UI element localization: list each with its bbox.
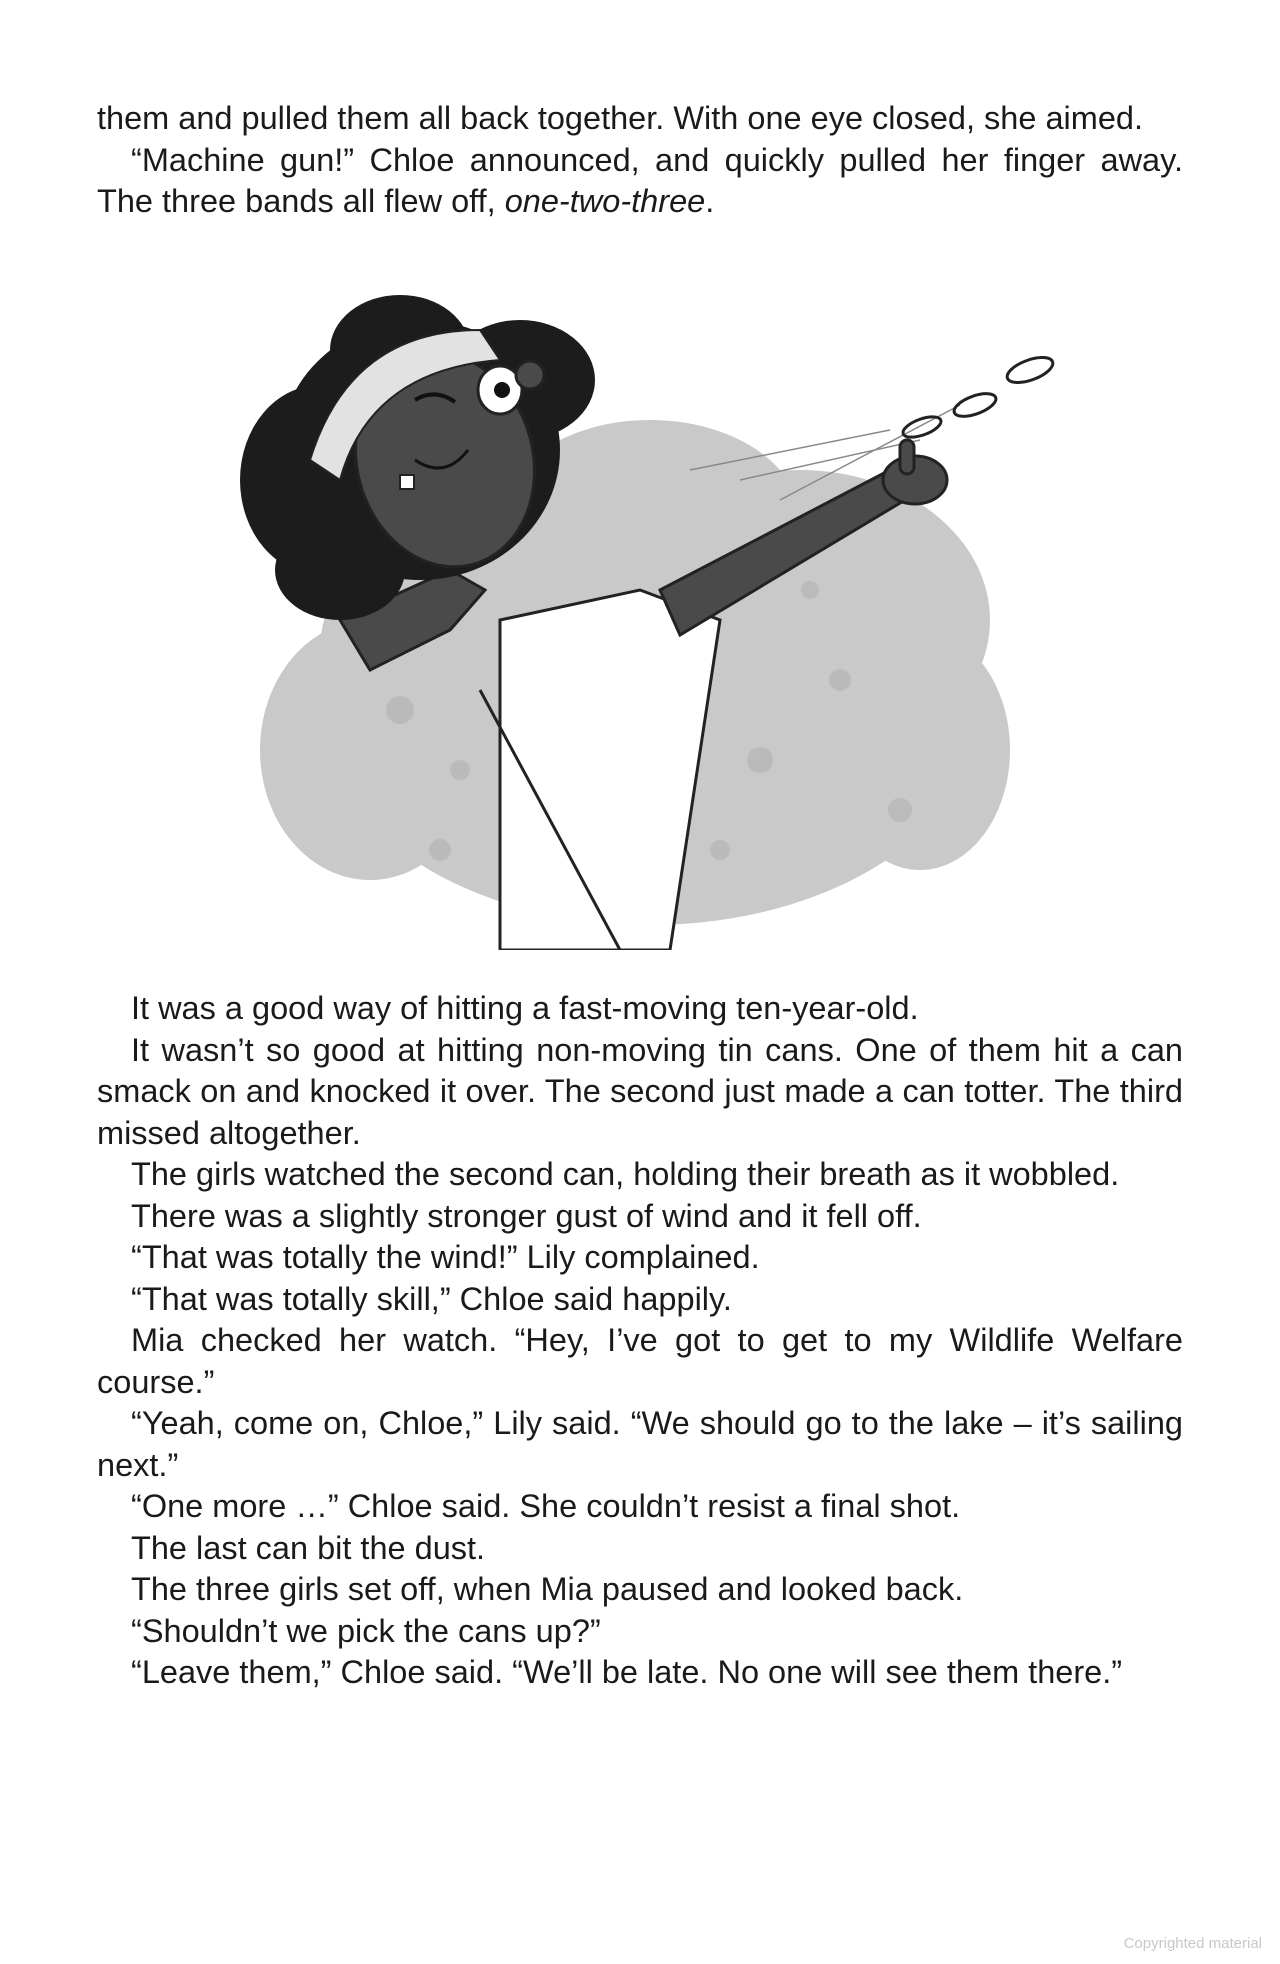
paragraph-machine-gun-end: . xyxy=(705,183,715,219)
paragraph-10: The last can bit the dust. xyxy=(131,1529,486,1566)
chloe-flicking-rubber-bands-image xyxy=(200,290,1100,950)
paragraph-aimed: them and pulled them all back together. With one eye closed, she aimed. xyxy=(97,100,1144,136)
paragraph-5: “That was totally the wind!” Lily complained. xyxy=(131,1239,760,1275)
paragraph-machine-gun xyxy=(97,140,1183,223)
paragraph-12: “Shouldn’t we pick the cans up?” xyxy=(131,1612,601,1649)
paragraph-machine-gun-start: “Machine gun!” Chloe announced, and quickly pulled her finger away. The three bands all flew off, xyxy=(97,141,1183,219)
copyright-notice: Copyrighted material xyxy=(1123,1935,1262,1952)
hand xyxy=(883,440,947,504)
tooth xyxy=(400,475,414,489)
paragraph-6: “That was totally skill,” Chloe said happily. xyxy=(131,1280,732,1317)
paragraph-1: It was a good way of hitting a fast-moving ten-year-old. xyxy=(131,990,919,1026)
paragraph-4: There was a slightly stronger gust of wind and it fell off. xyxy=(131,1197,922,1234)
paragraph-8: “Yeah, come on, Chloe,” Lily said. “We should go to the lake – it’s sailing next.” xyxy=(97,1405,1183,1483)
top-text-block xyxy=(97,98,1183,223)
chloe-illustration xyxy=(200,290,1100,950)
paragraph-7: Mia checked her watch. “Hey, I’ve got to get to my Wildlife Welfare course.” xyxy=(97,1322,1183,1400)
bottom-text-block xyxy=(97,988,1183,1694)
ear xyxy=(516,361,544,389)
paragraph-13: “Leave them,” Chloe said. “We’ll be late. No one will see them there.” xyxy=(131,1654,1123,1690)
paragraph-3: The girls watched the second can, holding their breath as it wobbled. xyxy=(131,1156,1120,1192)
rubber-bands xyxy=(900,352,1056,441)
paragraph-9: “One more …” Chloe said. She couldn’t resist a final shot. xyxy=(131,1488,961,1524)
paragraph-machine-gun-emphasis: one-two-three xyxy=(504,183,706,219)
paragraph-11: The three girls set off, when Mia paused and looked back. xyxy=(131,1571,964,1607)
paragraph-2: It wasn’t so good at hitting non-moving tin cans. One of them hit a can smack on and knocked it over. The second just made a can totter. The third missed altogether. xyxy=(97,1031,1183,1151)
